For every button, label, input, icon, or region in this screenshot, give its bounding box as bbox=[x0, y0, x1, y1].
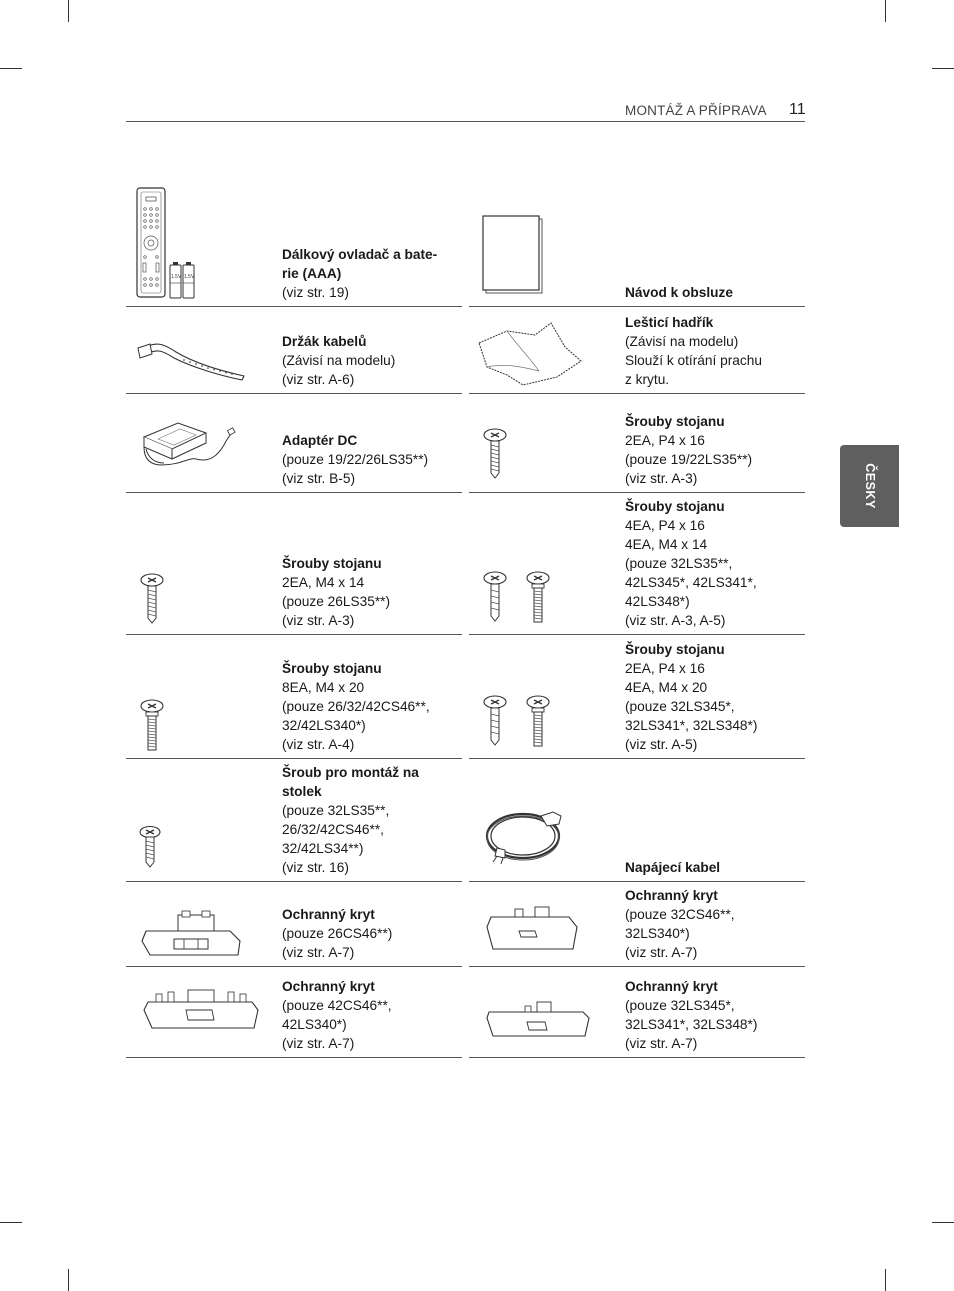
crop-mark bbox=[885, 0, 886, 22]
item-text bbox=[282, 431, 462, 488]
owners-manual-icon bbox=[482, 215, 544, 295]
accessory-cell bbox=[126, 492, 462, 635]
item-description: 2EA, M4 x 14 (pouze 26LS35**) (viz str. A-3) bbox=[282, 575, 391, 628]
item-title: Návod k obsluze bbox=[625, 285, 734, 300]
item-description: 2EA, P4 x 16 4EA, M4 x 20 (pouze 32LS345*, 32LS341*, 32LS348*) (viz str. A-5) bbox=[625, 661, 758, 752]
item-text bbox=[625, 412, 805, 488]
item-description: (pouze 26CS46**) (viz str. A-7) bbox=[282, 926, 393, 960]
accessory-cell bbox=[126, 634, 462, 759]
two-screws-icon bbox=[482, 570, 552, 626]
cable-holder-icon bbox=[136, 334, 248, 380]
item-text bbox=[282, 905, 462, 962]
item-title: Ochranný kryt bbox=[282, 907, 375, 922]
crop-mark bbox=[68, 0, 69, 22]
item-title: Držák kabelů bbox=[282, 334, 367, 349]
item-title: Šrouby stojanu bbox=[625, 414, 725, 429]
item-title: Šrouby stojanu bbox=[625, 499, 725, 514]
item-description: 2EA, P4 x 16 (pouze 19/22LS35**) (viz str. A-3) bbox=[625, 433, 753, 486]
item-title: Dálkový ovladač a bate- rie (AAA) bbox=[282, 247, 438, 281]
item-text bbox=[625, 497, 805, 630]
item-title: Šrouby stojanu bbox=[625, 642, 725, 657]
item-title: Ochranný kryt bbox=[625, 888, 718, 903]
item-text bbox=[625, 283, 805, 302]
item-description: (pouze 32CS46**, 32LS340*) (viz str. A-7) bbox=[625, 907, 735, 960]
crop-mark bbox=[68, 1269, 69, 1291]
battery-label: 1.5V bbox=[171, 274, 182, 280]
language-tab: ČESKY bbox=[840, 445, 899, 527]
item-text bbox=[282, 763, 462, 877]
accessory-cell bbox=[469, 393, 805, 493]
item-description: (pouze 42CS46**, 42LS340*) (viz str. A-7) bbox=[282, 998, 392, 1051]
crop-mark bbox=[932, 1222, 954, 1223]
accessory-cell bbox=[469, 881, 805, 967]
item-text bbox=[625, 858, 805, 877]
dc-adapter-icon bbox=[140, 407, 236, 471]
item-text bbox=[625, 313, 805, 389]
crop-mark bbox=[885, 1269, 886, 1291]
page-number: 11 bbox=[789, 101, 806, 118]
item-title: Šrouby stojanu bbox=[282, 556, 382, 571]
protective-cover-icon bbox=[485, 1000, 591, 1040]
screw-icon bbox=[139, 572, 165, 624]
item-text bbox=[625, 640, 805, 754]
running-header: MONTÁŽ A PŘÍPRAVA bbox=[625, 103, 767, 118]
item-description: (pouze 19/22/26LS35**) (viz str. B-5) bbox=[282, 452, 429, 486]
item-description: (Závisí na modelu) Slouží k otírání prachu z krytu. bbox=[625, 334, 762, 387]
accessory-cell bbox=[126, 393, 462, 493]
item-text bbox=[282, 977, 462, 1053]
accessory-cell bbox=[469, 634, 805, 759]
item-text bbox=[282, 332, 462, 389]
item-description: (pouze 32LS35**, 26/32/42CS46**, 32/42LS34**) (viz str. 16) bbox=[282, 803, 390, 875]
item-description: (viz str. 19) bbox=[282, 285, 349, 300]
protective-cover-icon bbox=[142, 988, 260, 1032]
item-title: Adaptér DC bbox=[282, 433, 358, 448]
power-cord-icon bbox=[483, 804, 573, 868]
crop-mark bbox=[0, 68, 22, 69]
accessory-cell bbox=[469, 492, 805, 635]
polishing-cloth-icon bbox=[477, 321, 582, 387]
item-description: (Závisí na modelu) (viz str. A-6) bbox=[282, 353, 396, 387]
screw-icon bbox=[139, 824, 165, 868]
accessory-cell bbox=[126, 180, 462, 307]
accessory-cell bbox=[469, 180, 805, 307]
item-description: (pouze 32LS345*, 32LS341*, 32LS348*) (viz str. A-7) bbox=[625, 998, 758, 1051]
item-title: Ochranný kryt bbox=[282, 979, 375, 994]
accessory-cell bbox=[469, 758, 805, 882]
screw-icon bbox=[482, 427, 508, 479]
crop-mark bbox=[0, 1222, 22, 1223]
battery-label: 1.5V bbox=[184, 274, 195, 280]
item-text bbox=[282, 245, 462, 302]
screw-icon bbox=[139, 698, 165, 754]
item-text bbox=[282, 659, 462, 754]
item-description: 4EA, P4 x 16 4EA, M4 x 14 (pouze 32LS35**, 42LS345*, 42LS341*, 42LS348*) (viz str. A-3, A-5) bbox=[625, 518, 757, 628]
crop-mark bbox=[932, 68, 954, 69]
item-title: Lešticí hadřík bbox=[625, 315, 714, 330]
protective-cover-icon bbox=[140, 911, 242, 959]
accessory-cell bbox=[469, 306, 805, 394]
item-title: Napájecí kabel bbox=[625, 860, 721, 875]
accessory-cell bbox=[126, 966, 462, 1058]
accessory-cell bbox=[469, 966, 805, 1058]
accessory-cell bbox=[126, 881, 462, 967]
item-title: Šrouby stojanu bbox=[282, 661, 382, 676]
accessory-cell bbox=[126, 758, 462, 882]
two-screws-icon bbox=[482, 694, 552, 750]
item-title: Šroub pro montáž na stolek bbox=[282, 765, 419, 799]
protective-cover-icon bbox=[485, 905, 581, 953]
item-text bbox=[282, 554, 462, 630]
remote-control-batteries-icon bbox=[136, 187, 198, 299]
item-text bbox=[625, 977, 805, 1053]
item-description: 8EA, M4 x 20 (pouze 26/32/42CS46**, 32/42LS340*) (viz str. A-4) bbox=[282, 680, 430, 752]
item-title: Ochranný kryt bbox=[625, 979, 718, 994]
accessory-cell bbox=[126, 306, 462, 394]
item-text bbox=[625, 886, 805, 962]
header-rule bbox=[126, 121, 805, 122]
